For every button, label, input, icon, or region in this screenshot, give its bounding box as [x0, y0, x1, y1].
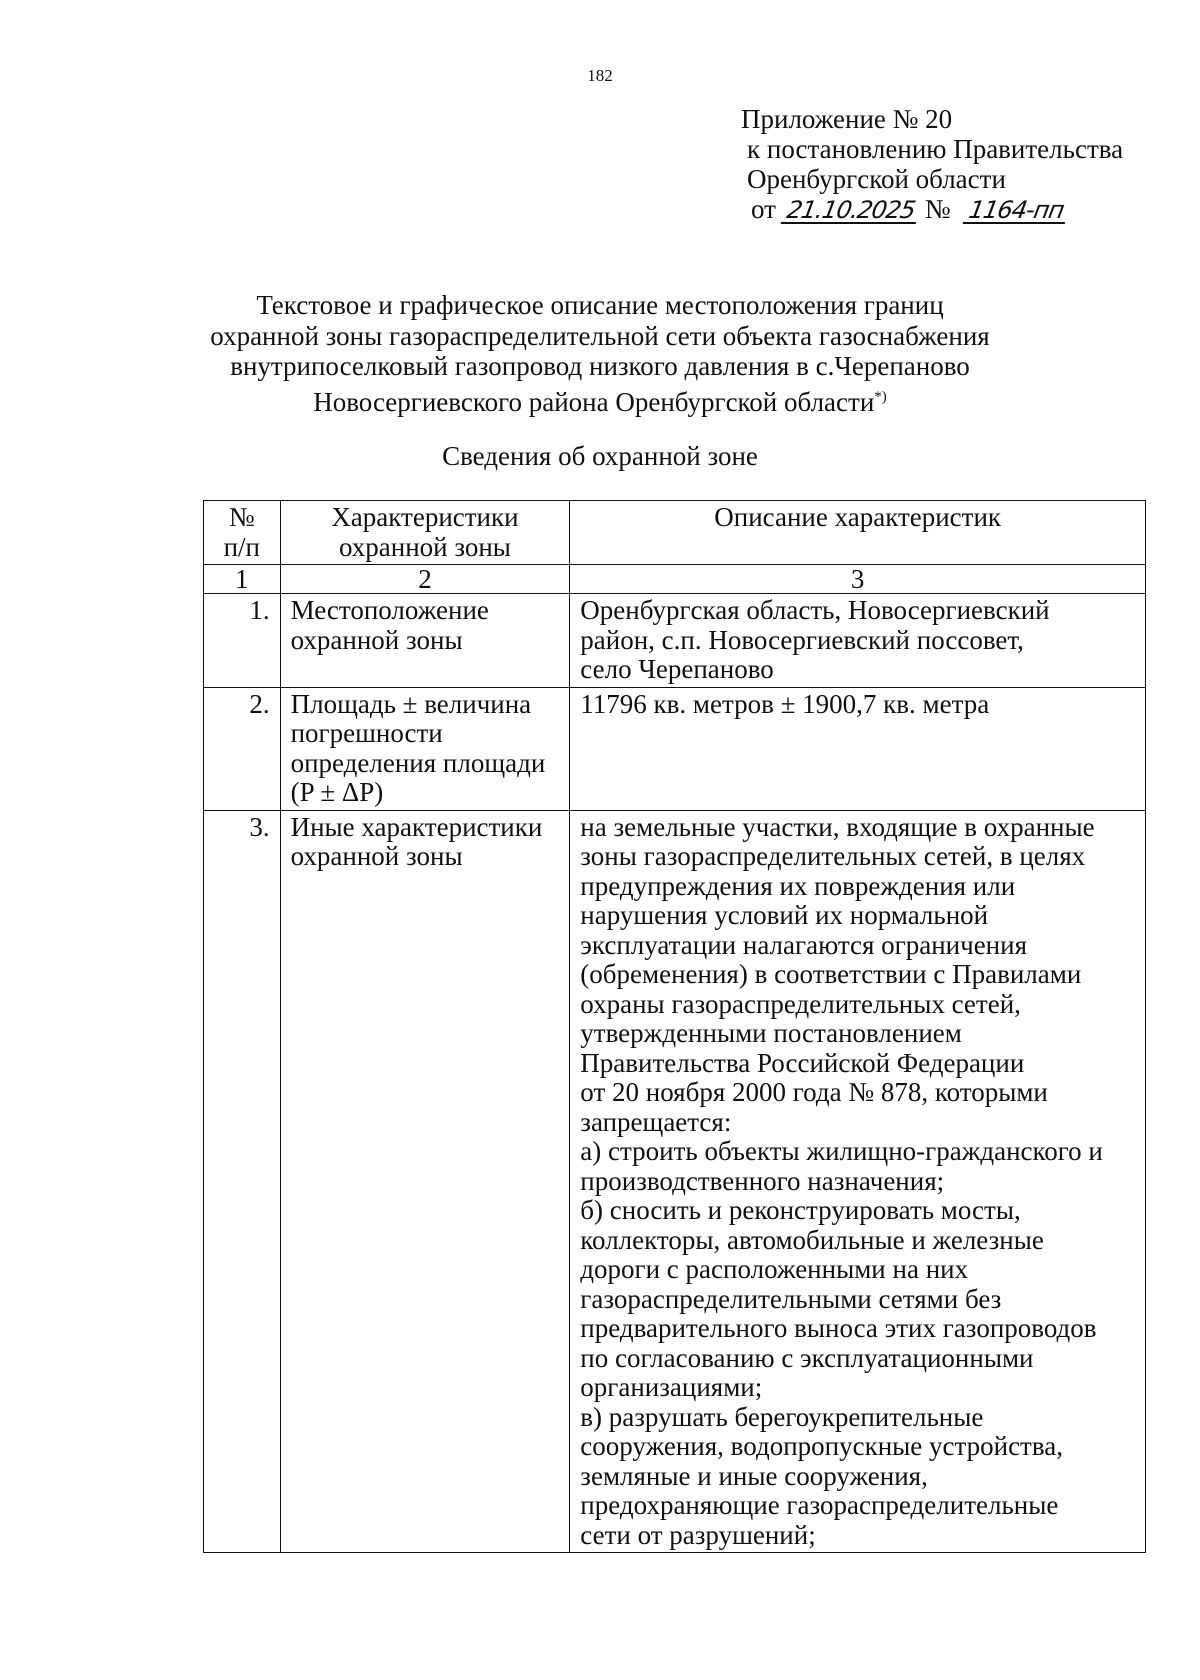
- table-row: [204, 594, 1146, 688]
- page-number: 182: [587, 66, 613, 85]
- column-index: 3: [570, 565, 1146, 594]
- appendix-resolution: к постановлению Правительства: [747, 134, 1124, 164]
- row-description: Оренбургская область, Новосергиевский район, с.п. Новосергиевский поссовет, село Черепаново: [570, 594, 1146, 688]
- title-line: внутрипоселковый газопровод низкого давления в с.Черепаново: [230, 351, 970, 381]
- column-index: 2: [280, 565, 570, 594]
- title-line: Текстовое и графическое описание местоположения границ: [256, 290, 944, 320]
- header-characteristics: Характеристики охранной зоны: [280, 501, 570, 565]
- column-index: 1: [204, 565, 281, 594]
- section-subtitle: Сведения об охранной зоне: [442, 441, 758, 471]
- table-row: [204, 810, 1146, 1553]
- row-number: 2.: [204, 687, 281, 810]
- row-number: 1.: [204, 594, 281, 688]
- document-title: [0, 290, 1200, 417]
- appendix-region: Оренбургской области: [747, 164, 1006, 194]
- column-index-row: [204, 565, 1146, 594]
- row-number: 3.: [204, 810, 281, 1553]
- handwritten-date: 21.10.2025: [780, 198, 920, 224]
- title-line: охранной зоны газораспределительной сети объекта газоснабжения: [210, 320, 990, 351]
- row-description: 11796 кв. метров ± 1900,7 кв. метра: [570, 687, 1146, 810]
- row-characteristic: Иные характеристики охранной зоны: [280, 810, 570, 1553]
- table-header-row: [204, 501, 1146, 565]
- header-description: Описание характеристик: [570, 501, 1146, 565]
- handwritten-number: 1164-пп: [963, 198, 1070, 224]
- appendix-date-number: [751, 194, 1171, 224]
- row-characteristic: Площадь ± величина погрешности определения площади (P ± ΔP): [280, 687, 570, 810]
- number-prefix: №: [924, 194, 951, 224]
- table-row: [204, 687, 1146, 810]
- title-line-text: Новосергиевского района Оренбургской области: [313, 386, 875, 417]
- date-prefix: от: [751, 194, 776, 224]
- footnote-mark: *): [874, 388, 887, 405]
- appendix-title: Приложение № 20: [741, 104, 953, 134]
- header-number: № п/п: [204, 501, 281, 565]
- protection-zone-table: [203, 500, 1146, 1553]
- row-characteristic: Местоположение охранной зоны: [280, 594, 570, 688]
- appendix-block: [741, 104, 1171, 224]
- row-description: на земельные участки, входящие в охранные зоны газораспределительных сетей, в целях предупреждения их повреждения или нарушения условий их нормальной эксплуатации налагаются ограничения (обременения) в соответствии с Правилами охраны газораспределительных сетей, утвержденными постановлением Правительства Российской Федерации от 20 ноября 2000 года № 878, которыми запрещается: а) строить объекты жилищно-гражданского и производственного назначения; б) сносить и реконструировать мосты, коллекторы, автомобильные и железные дороги с расположенными на них газораспределительными сетями без предварительного выноса этих газопроводов по согласованию с эксплуатационными организациями; в) разрушать берегоукрепительные сооружения, водопропускные устройства, земляные и иные сооружения, предохраняющие газораспределительные сети от разрушений;: [570, 810, 1146, 1553]
- title-line: [0, 382, 1200, 418]
